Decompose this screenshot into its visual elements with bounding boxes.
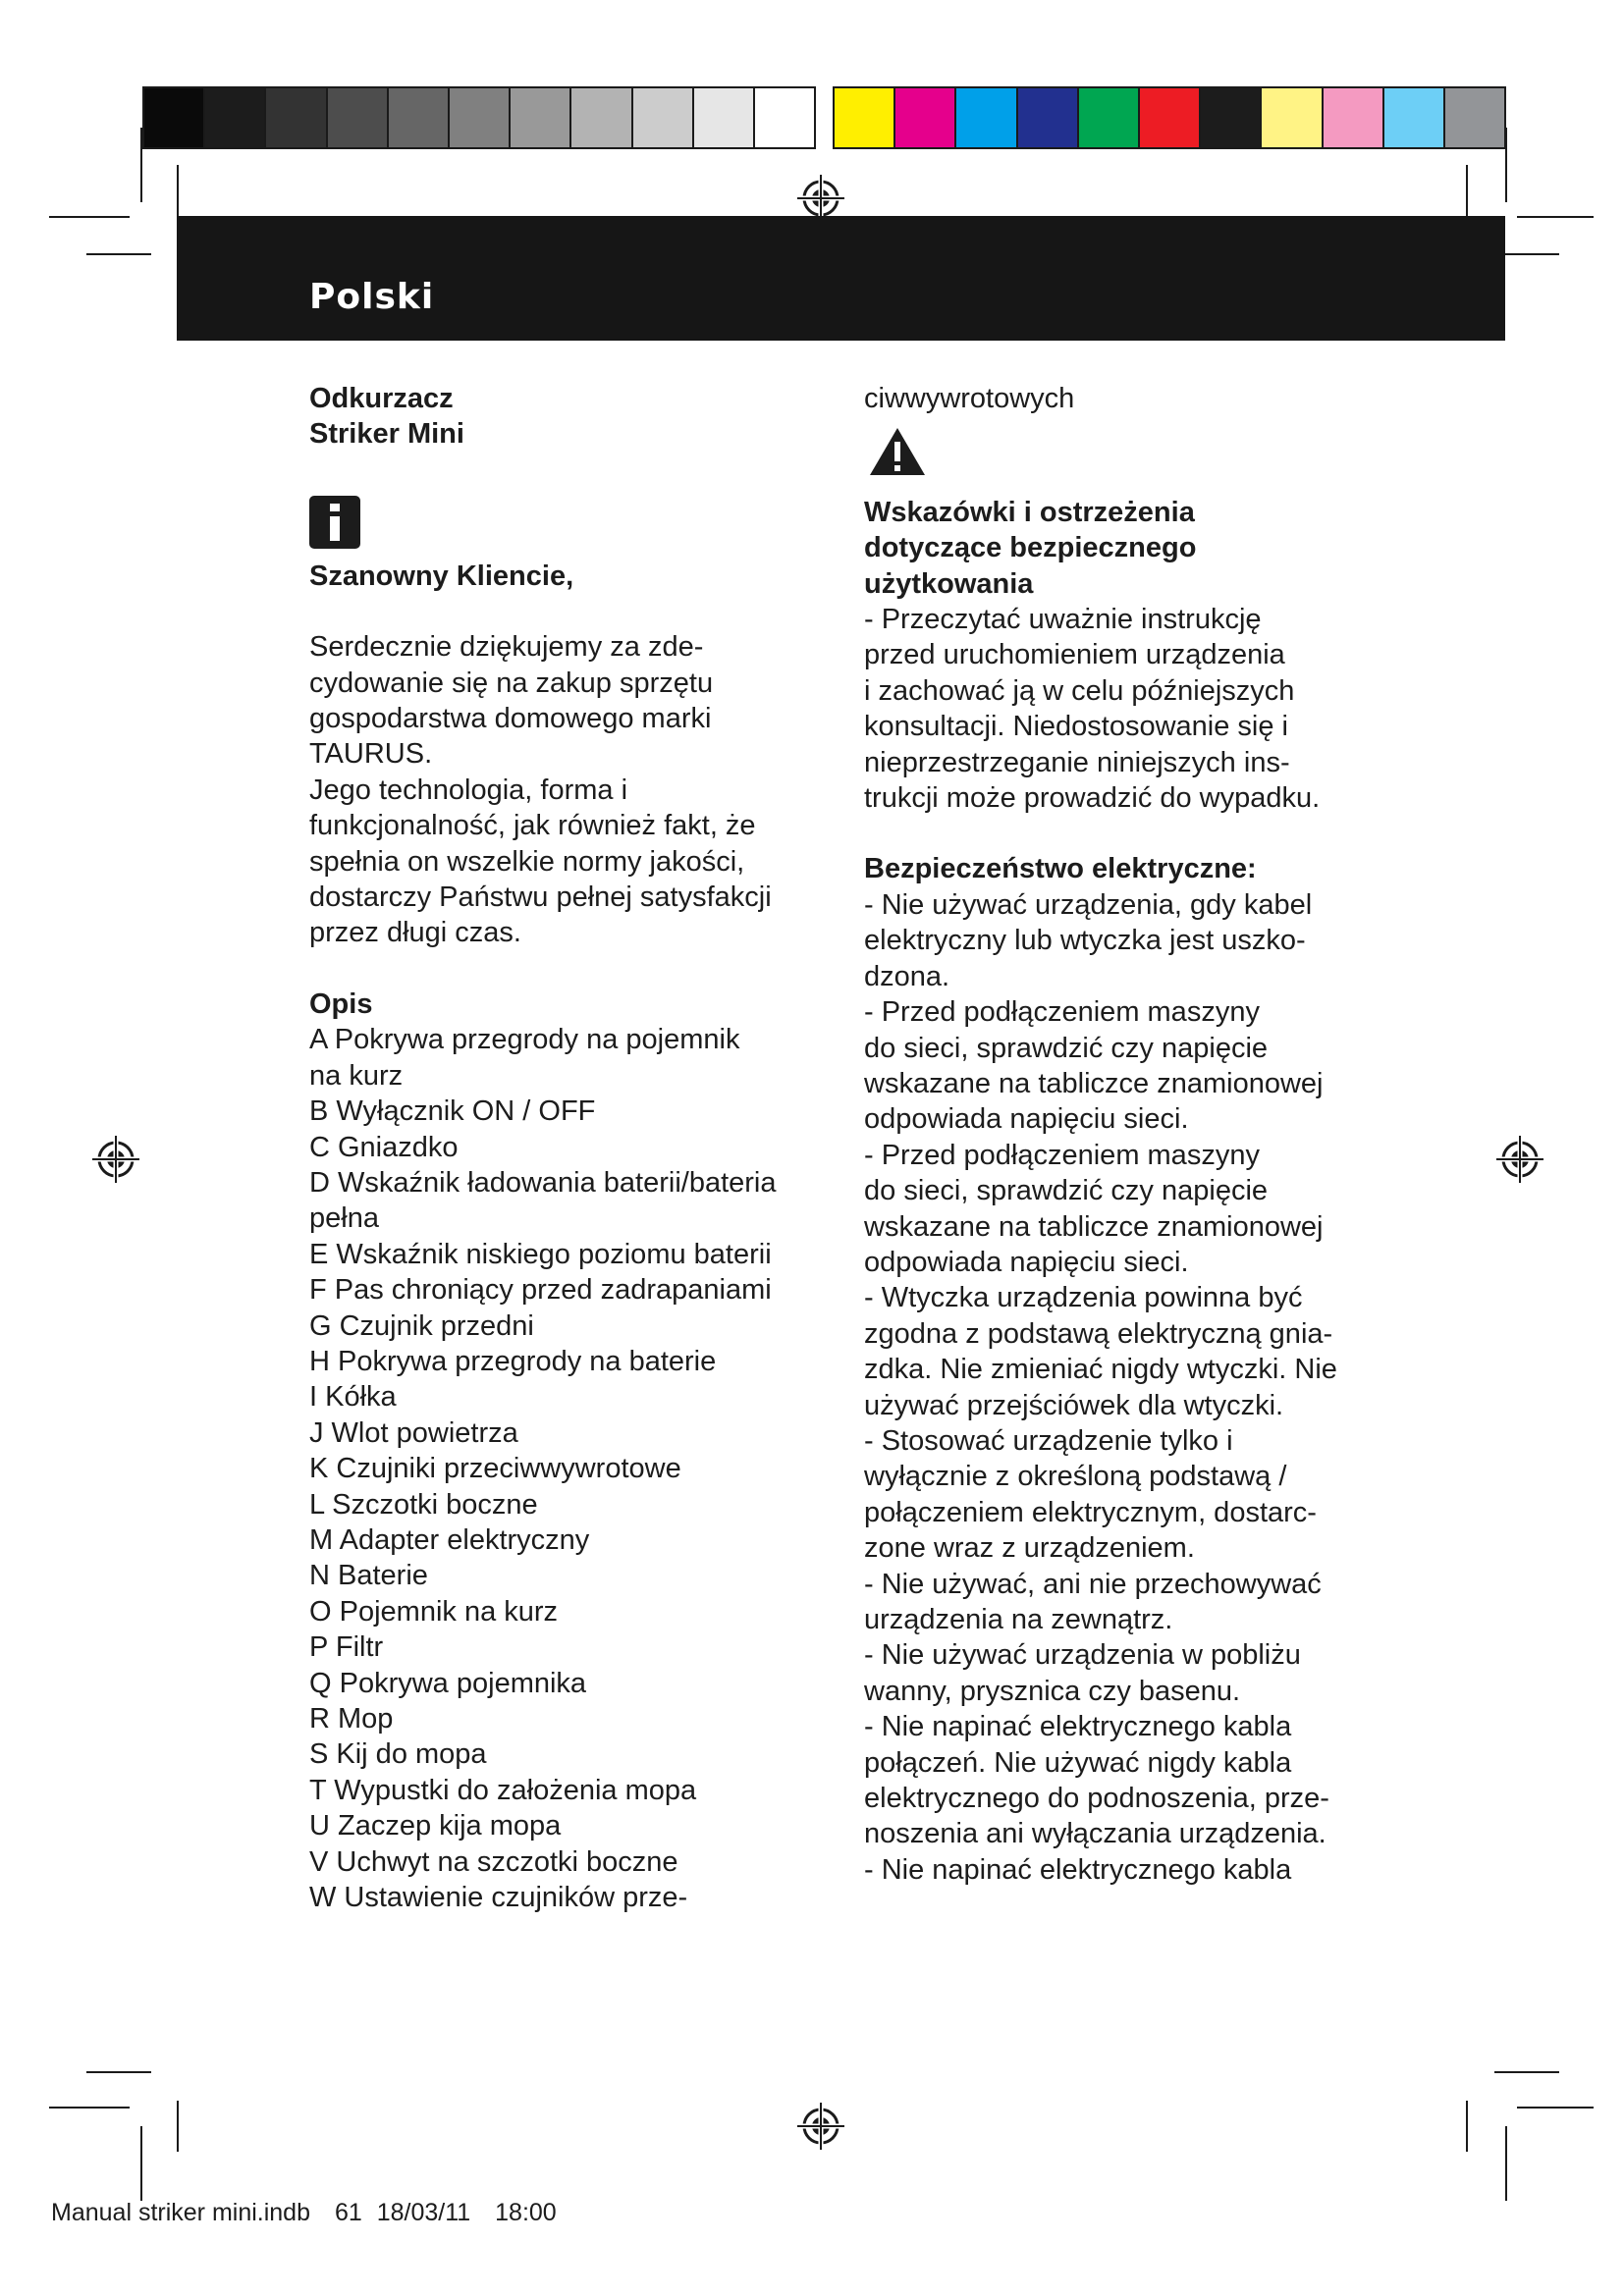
parts-list-item: na kurz — [309, 1059, 404, 1092]
safety-line: trukcji może prowadzić do wypadku. — [864, 782, 1321, 815]
color-swatch — [328, 88, 389, 147]
electric-safety-line: zdka. Nie zmieniać nigdy wtyczki. Nie — [864, 1354, 1337, 1386]
parts-list-item: W Ustawienie czujników prze- — [309, 1882, 688, 1914]
file-name: Manual striker mini.indb — [51, 2199, 310, 2226]
parts-list-item: B Wyłącznik ON / OFF — [309, 1095, 596, 1128]
parts-list-item: G Czujnik przedni — [309, 1309, 534, 1342]
parts-list-item: A Pokrywa przegrody na pojemnik — [309, 1024, 740, 1056]
electric-safety-heading: Bezpieczeństwo elektryczne: — [864, 853, 1257, 885]
color-swatch — [1140, 88, 1201, 147]
safety-line: przed uruchomieniem urządzenia — [864, 639, 1285, 671]
color-swatch — [1384, 88, 1445, 147]
intro-line: Jego technologia, forma i — [309, 774, 628, 806]
print-date: 18/03/11 — [376, 2199, 471, 2226]
intro-line: funkcjonalność, jak również fakt, że — [309, 810, 756, 842]
parts-list-item: Q Pokrywa pojemnika — [309, 1667, 587, 1699]
safety-line: konsultacji. Niedostosowanie się i — [864, 711, 1288, 743]
intro-line: gospodarstwa domowego marki — [309, 703, 712, 735]
color-swatch — [571, 88, 632, 147]
safety-paragraph — [864, 602, 1394, 816]
parts-list-item: D Wskaźnik ładowania baterii/bateria — [309, 1166, 777, 1199]
intro-line: TAURUS. — [309, 738, 433, 771]
registration-mark-icon — [1494, 1134, 1545, 1185]
electric-safety-line: noszenia ani wyłączania urządzenia. — [864, 1818, 1326, 1850]
color-swatch — [1018, 88, 1079, 147]
parts-list-item: U Zaczep kija mopa — [309, 1810, 562, 1842]
electric-safety-line: elektrycznego do podnoszenia, prze- — [864, 1783, 1329, 1815]
color-swatch — [1324, 88, 1384, 147]
color-swatch — [450, 88, 511, 147]
process-color-bar — [833, 86, 1506, 149]
safety-line: nieprzestrzeganie niniejszych ins- — [864, 746, 1290, 778]
electric-safety-line: - Przed podłączeniem maszyny — [864, 1139, 1260, 1171]
left-column — [309, 381, 820, 1915]
print-slug — [51, 2199, 574, 2227]
parts-list-item: J Wlot powietrza — [309, 1416, 518, 1449]
grayscale-color-bar — [142, 86, 816, 149]
print-time: 18:00 — [495, 2199, 557, 2226]
product-title-line: Striker Mini — [309, 418, 464, 451]
parts-list-item: T Wypustki do założenia mopa — [309, 1774, 697, 1806]
intro-line: przez długi czas. — [309, 917, 521, 949]
electric-safety-line: wskazane na tabliczce znamionowej — [864, 1067, 1324, 1099]
right-column — [864, 381, 1394, 1888]
continued-line: ciwwywrotowych — [864, 383, 1075, 414]
electric-safety-line: odpowiada napięciu sieci. — [864, 1246, 1189, 1278]
warning-icon — [868, 426, 927, 477]
color-swatch — [633, 88, 694, 147]
product-title-line: Odkurzacz — [309, 383, 454, 414]
parts-list-item: F Pas chroniący przed zadrapaniami — [309, 1274, 772, 1307]
electric-safety-line: - Stosować urządzenie tylko i — [864, 1424, 1233, 1457]
electric-safety-line: urządzenia na zewnątrz. — [864, 1604, 1173, 1635]
product-title — [309, 381, 820, 453]
parts-list-item: P Filtr — [309, 1631, 384, 1664]
electric-safety-line: do sieci, sprawdzić czy napięcie — [864, 1175, 1269, 1207]
color-swatch — [956, 88, 1017, 147]
electric-safety-line: - Nie używać, ani nie przechowywać — [864, 1568, 1322, 1600]
parts-list-item: pełna — [309, 1202, 379, 1235]
color-swatch — [389, 88, 450, 147]
electric-safety-list — [864, 887, 1394, 1888]
electric-safety-line: połączeniem elektrycznym, dostarc- — [864, 1496, 1317, 1528]
parts-list-item: M Adapter elektryczny — [309, 1523, 590, 1556]
color-swatch — [1201, 88, 1262, 147]
electric-safety-line: - Wtyczka urządzenia powinna być — [864, 1282, 1303, 1314]
electric-safety-line: - Nie napinać elektrycznego kabla — [864, 1711, 1292, 1743]
color-swatch — [835, 88, 895, 147]
parts-list-item: O Pojemnik na kurz — [309, 1595, 559, 1628]
parts-list-item: N Baterie — [309, 1560, 428, 1592]
parts-list-item: H Pokrywa przegrody na baterie — [309, 1345, 717, 1377]
electric-safety-line: używać przejściówek dla wtyczki. — [864, 1389, 1284, 1421]
parts-list — [309, 1022, 820, 1915]
electric-safety-line: wskazane na tabliczce znamionowej — [864, 1210, 1324, 1243]
parts-list-item: I Kółka — [309, 1381, 397, 1414]
electric-safety-line: dzona. — [864, 960, 950, 992]
parts-list-item: C Gniazdko — [309, 1131, 459, 1163]
language-header-band — [177, 216, 1505, 341]
intro-line: spełnia on wszelkie normy jakości, — [309, 845, 745, 878]
parts-list-item: K Czujniki przeciwwywrotowe — [309, 1453, 681, 1485]
parts-list-item: S Kij do mopa — [309, 1738, 487, 1771]
intro-line: dostarczy Państwu pełnej satysfakcji — [309, 881, 772, 914]
registration-mark-icon — [795, 2101, 846, 2152]
intro-line: Serdecznie dziękujemy za zde- — [309, 631, 704, 664]
color-swatch — [205, 88, 266, 147]
electric-safety-line: elektryczny lub wtyczka jest uszko- — [864, 925, 1306, 957]
color-swatch — [1262, 88, 1323, 147]
color-swatch — [895, 88, 956, 147]
electric-safety-line: odpowiada napięciu sieci. — [864, 1103, 1189, 1136]
greeting: Szanowny Kliencie, — [309, 560, 574, 592]
electric-safety-line: zone wraz z urządzeniem. — [864, 1532, 1195, 1565]
parts-list-item: E Wskaźnik niskiego poziomu baterii — [309, 1238, 772, 1270]
electric-safety-line: do sieci, sprawdzić czy napięcie — [864, 1032, 1269, 1064]
electric-safety-line: wyłącznie z określoną podstawą / — [864, 1461, 1287, 1493]
color-swatch — [755, 88, 814, 147]
color-swatch — [1079, 88, 1140, 147]
safety-heading-line: użytkowania — [864, 567, 1034, 600]
registration-mark-icon — [90, 1134, 141, 1185]
page-number: 61 — [334, 2199, 362, 2226]
intro-paragraph — [309, 629, 820, 951]
color-swatch — [511, 88, 571, 147]
intro-line: cydowanie się na zakup sprzętu — [309, 667, 714, 699]
parts-list-item: R Mop — [309, 1703, 394, 1735]
safety-heading — [864, 495, 1394, 602]
language-title: Polski — [309, 277, 435, 317]
parts-list-item: V Uchwyt na szczotki boczne — [309, 1845, 678, 1878]
color-swatch — [694, 88, 755, 147]
info-icon — [309, 496, 360, 549]
electric-safety-line: wanny, prysznica czy basenu. — [864, 1675, 1241, 1707]
safety-heading-line: Wskazówki i ostrzeżenia — [864, 496, 1195, 528]
safety-heading-line: dotyczące bezpiecznego — [864, 532, 1197, 564]
opis-heading: Opis — [309, 988, 373, 1020]
parts-list-item: L Szczotki boczne — [309, 1488, 538, 1521]
electric-safety-line: połączeń. Nie używać nigdy kabla — [864, 1746, 1292, 1779]
safety-line: - Przeczytać uważnie instrukcję — [864, 604, 1262, 636]
color-swatch — [144, 88, 205, 147]
electric-safety-line: - Przed podłączeniem maszyny — [864, 996, 1260, 1029]
electric-safety-line: - Nie używać urządzenia w pobliżu — [864, 1639, 1301, 1672]
electric-safety-line: zgodna z podstawą elektryczną gnia- — [864, 1317, 1333, 1350]
safety-line: i zachować ją w celu późniejszych — [864, 674, 1295, 707]
electric-safety-line: - Nie napinać elektrycznego kabla — [864, 1853, 1292, 1886]
color-swatch — [266, 88, 327, 147]
electric-safety-line: - Nie używać urządzenia, gdy kabel — [864, 888, 1313, 921]
color-swatch — [1445, 88, 1504, 147]
